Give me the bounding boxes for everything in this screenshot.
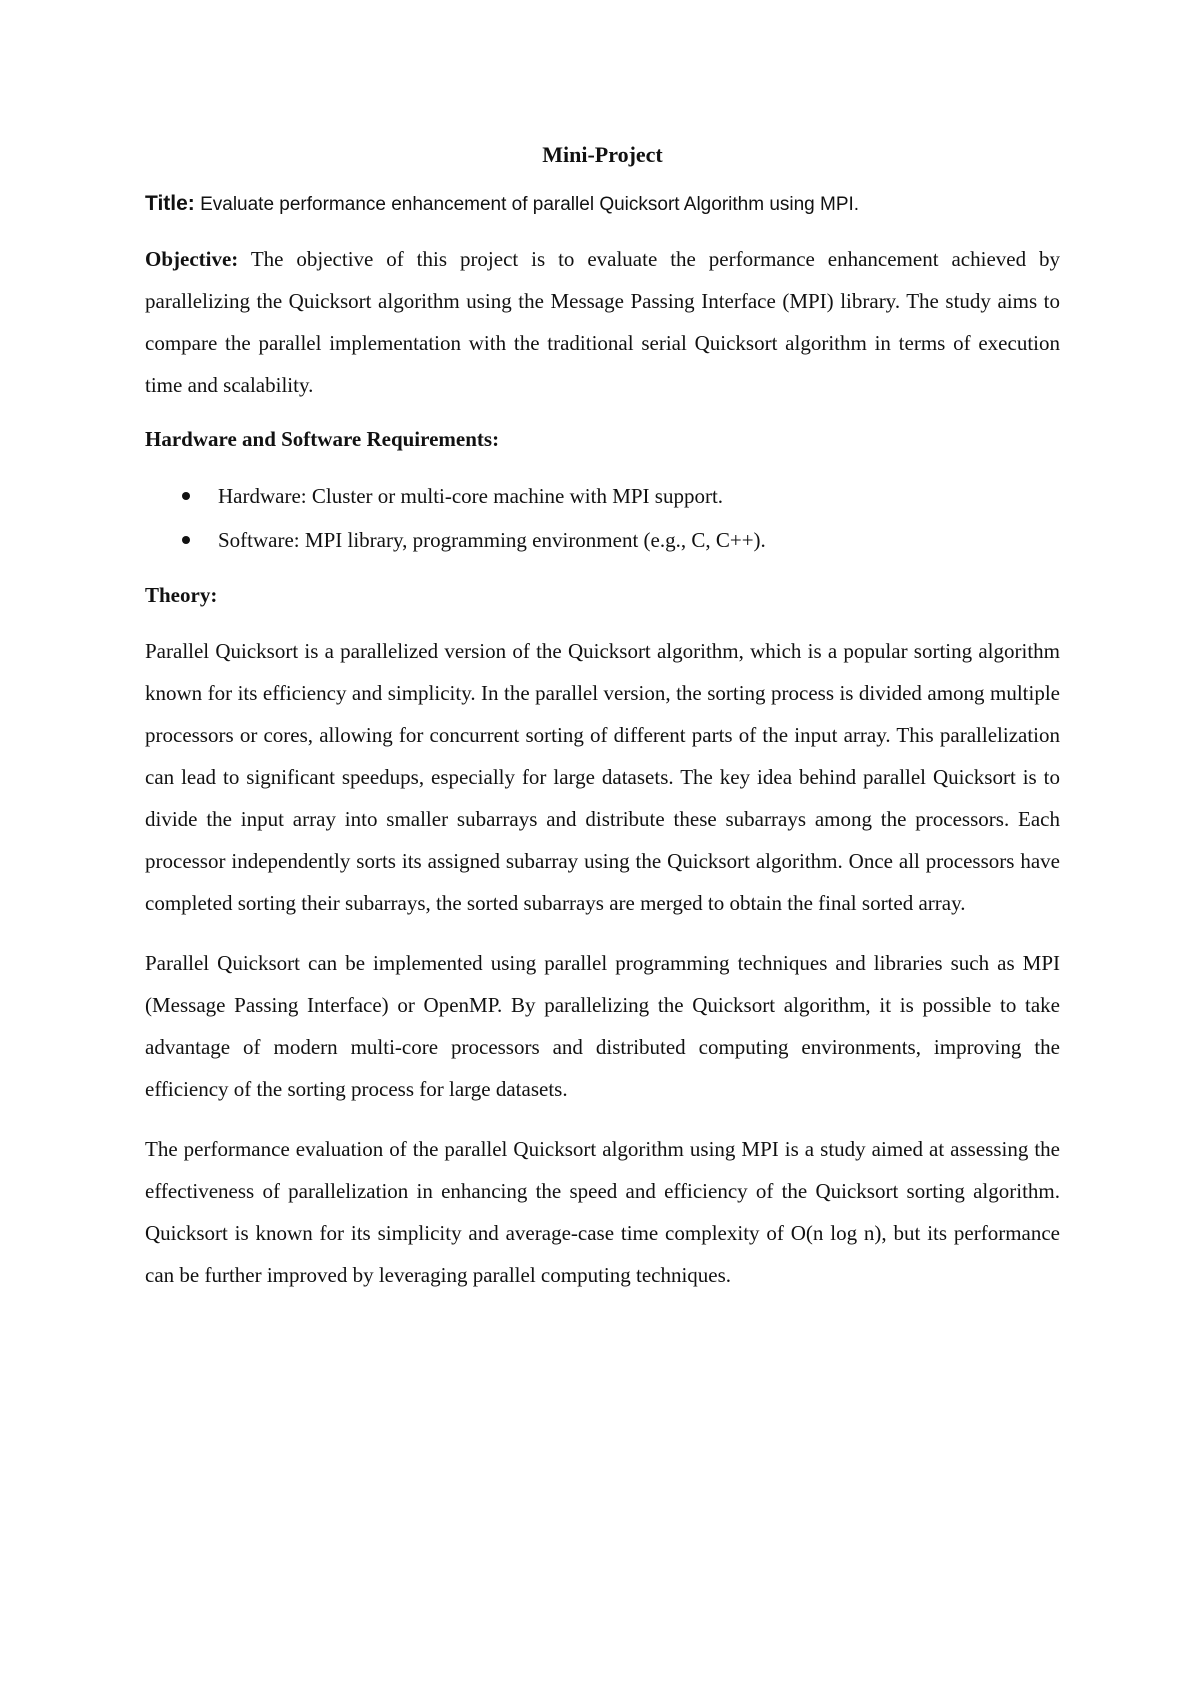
theory-paragraph-3: The performance evaluation of the parallel Quicksort algorithm using MPI is a study aimed at assessing the effectiveness of parallelization in enhancing the speed and efficiency of the Quicksort sorting algorithm. Quicksort is known for its simplicity and average-case time complexity of O(n log n), but its performance can be further improved by leveraging parallel computing techniques. [145,1137,1060,1287]
document-page [145,140,1060,1314]
requirements-item-text: Software: MPI library, programming environment (e.g., C, C++). [218,528,766,552]
requirements-item-software [145,518,1060,562]
theory-paragraph-1: Parallel Quicksort is a parallelized version of the Quicksort algorithm, which is a popular sorting algorithm known for its efficiency and simplicity. In the parallel version, the sorting process is divided among multiple processors or cores, allowing for concurrent sorting of different parts of the input array. This parallelization can lead to significant speedups, especially for large datasets. The key idea behind parallel Quicksort is to divide the input array into smaller subarrays and distribute these subarrays among the processors. Each processor independently sorts its assigned subarray using the Quicksort algorithm. Once all processors have completed sorting their subarrays, the sorted subarrays are merged to obtain the final sorted array. [145,639,1060,915]
objective-paragraph [145,238,1060,406]
project-title-text: Evaluate performance enhancement of parallel Quicksort Algorithm using MPI. [194,194,860,215]
objective-label: Objective: [145,247,239,271]
bullet-icon [182,536,190,544]
requirements-item-hardware [145,474,1060,518]
requirements-list [145,474,1060,562]
objective-text: The objective of this project is to evaluate the performance enhancement achieved by parallelizing the Quicksort algorithm using the Message Passing Interface (MPI) library. The study aims to compare the parallel implementation with the traditional serial Quicksort algorithm in terms of execution time and scalability. [145,247,1060,397]
project-title [145,188,1060,220]
project-title-label: Title: [145,192,195,215]
theory-heading: Theory: [145,583,218,607]
theory-paragraph-2: Parallel Quicksort can be implemented using parallel programming techniques and libraries such as MPI (Message Passing Interface) or OpenMP. By parallelizing the Quicksort algorithm, it is possible to take advantage of modern multi-core processors and distributed computing environments, improving the efficiency of the sorting process for large datasets. [145,951,1060,1101]
bullet-icon [182,492,190,500]
requirements-heading: Hardware and Software Requirements: [145,427,500,451]
document-heading: Mini-Project [542,142,663,167]
requirements-item-text: Hardware: Cluster or multi-core machine with MPI support. [218,484,724,508]
